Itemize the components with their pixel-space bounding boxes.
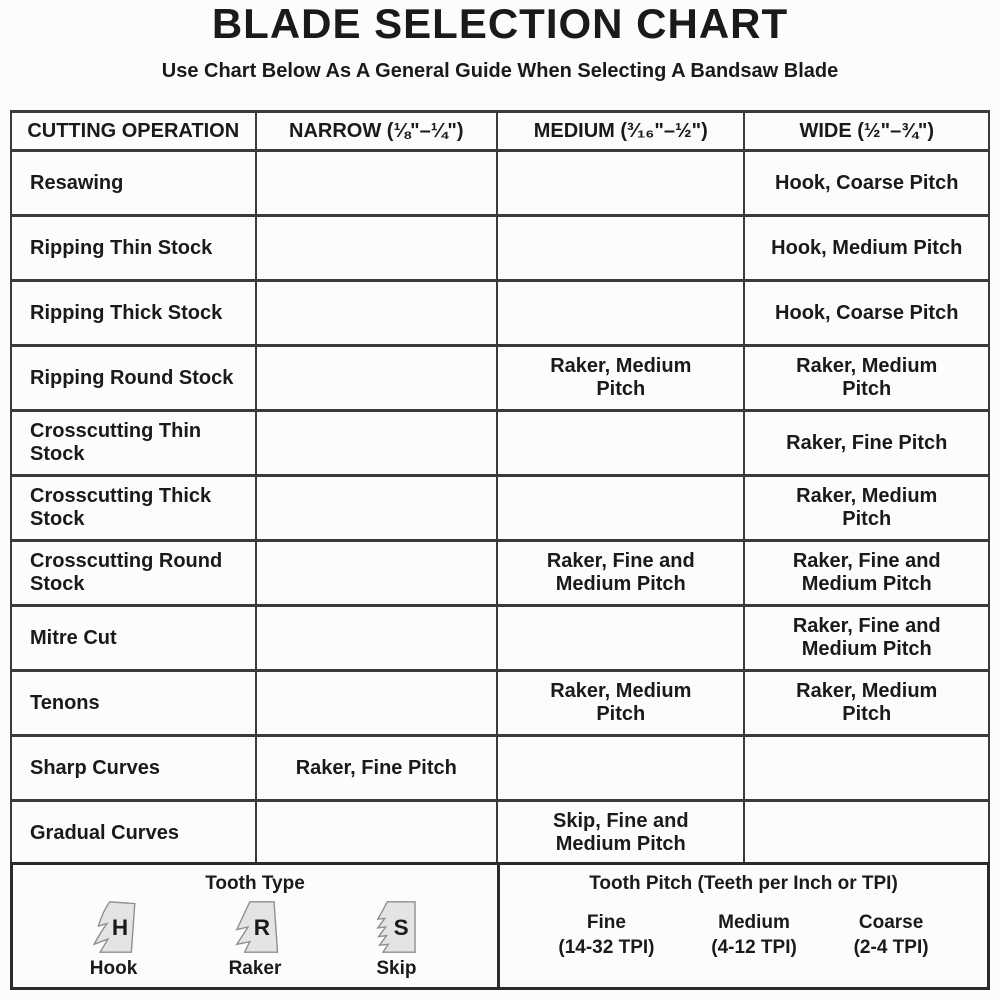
medium-cell	[497, 151, 744, 216]
wide-cell	[744, 736, 989, 801]
pitch-coarse-range: (2-4 TPI)	[853, 936, 929, 958]
skip-tooth-icon	[370, 898, 422, 956]
narrow-cell	[256, 671, 498, 736]
wide-cell: Raker, Medium Pitch	[744, 671, 989, 736]
wide-cell: Raker, Fine and Medium Pitch	[744, 541, 989, 606]
narrow-cell: Raker, Fine Pitch	[256, 736, 498, 801]
tooth-type-title: Tooth Type	[205, 873, 305, 894]
table-row-ripping-thick-stock	[11, 281, 989, 346]
wide-cell: Hook, Coarse Pitch	[744, 151, 989, 216]
medium-cell: Raker, Medium Pitch	[497, 346, 744, 411]
tooth-type-legend	[13, 865, 500, 987]
tooth-type-skip	[370, 898, 422, 980]
tooth-type-raker	[229, 898, 282, 980]
narrow-cell	[256, 346, 498, 411]
pitch-fine-range: (14-32 TPI)	[558, 936, 655, 958]
operation-cell: Ripping Thick Stock	[11, 281, 256, 346]
wide-cell: Raker, Medium Pitch	[744, 476, 989, 541]
table-row-tenons	[11, 671, 989, 736]
wide-cell: Raker, Fine Pitch	[744, 411, 989, 476]
raker-tooth-icon	[229, 898, 281, 956]
tooth-type-hook	[88, 898, 140, 980]
tooth-pitch-items	[500, 895, 987, 987]
table-row-crosscutting-thin-stock	[11, 411, 989, 476]
operation-cell: Crosscutting Thin Stock	[11, 411, 256, 476]
narrow-cell	[256, 801, 498, 866]
operation-cell: Crosscutting Thick Stock	[11, 476, 256, 541]
medium-cell	[497, 411, 744, 476]
tooth-pitch-title: Tooth Pitch (Teeth per Inch or TPI)	[589, 873, 898, 894]
blade-selection-table	[10, 110, 990, 867]
operation-cell: Sharp Curves	[11, 736, 256, 801]
col-header-wide: WIDE (½"–¾")	[744, 112, 989, 151]
table-row-mitre-cut	[11, 606, 989, 671]
tooth-pitch-legend	[500, 865, 987, 987]
wide-cell: Raker, Fine and Medium Pitch	[744, 606, 989, 671]
wide-cell	[744, 801, 989, 866]
operation-cell: Mitre Cut	[11, 606, 256, 671]
wide-cell: Hook, Medium Pitch	[744, 216, 989, 281]
header-row	[11, 112, 989, 151]
wide-cell: Raker, Medium Pitch	[744, 346, 989, 411]
table-row-ripping-round-stock	[11, 346, 989, 411]
table-row-ripping-thin-stock	[11, 216, 989, 281]
narrow-cell	[256, 606, 498, 671]
narrow-cell	[256, 476, 498, 541]
medium-cell	[497, 216, 744, 281]
pitch-medium-name: Medium	[718, 912, 790, 933]
medium-cell: Raker, Fine and Medium Pitch	[497, 541, 744, 606]
medium-cell	[497, 281, 744, 346]
legend-panel	[10, 862, 990, 990]
col-header-medium: MEDIUM (³⁄₁₆"–½")	[497, 112, 744, 151]
narrow-cell	[256, 151, 498, 216]
pitch-fine-name: Fine	[586, 912, 626, 933]
medium-cell	[497, 476, 744, 541]
narrow-cell	[256, 541, 498, 606]
page-title: BLADE SELECTION CHART	[211, 0, 789, 47]
narrow-cell	[256, 216, 498, 281]
col-header-cutting-operation: CUTTING OPERATION	[11, 112, 256, 151]
hook-letter: H	[111, 914, 128, 940]
table-row-resawing	[11, 151, 989, 216]
medium-cell: Skip, Fine and Medium Pitch	[497, 801, 744, 866]
table-row-crosscutting-round-stock	[11, 541, 989, 606]
table-row-sharp-curves	[11, 736, 989, 801]
pitch-fine	[558, 911, 654, 960]
medium-cell	[497, 736, 744, 801]
narrow-cell	[256, 281, 498, 346]
skip-label: Skip	[376, 958, 417, 979]
skip-letter: S	[394, 914, 410, 940]
hook-label: Hook	[89, 958, 138, 979]
operation-cell: Crosscutting Round Stock	[11, 541, 256, 606]
page-subtitle: Use Chart Below As A General Guide When Selecting A Bandsaw Blade	[161, 60, 839, 82]
table-row-crosscutting-thick-stock	[11, 476, 989, 541]
operation-cell: Tenons	[11, 671, 256, 736]
raker-label: Raker	[228, 958, 282, 979]
pitch-medium	[711, 911, 797, 960]
operation-cell: Gradual Curves	[11, 801, 256, 866]
hook-tooth-icon	[88, 898, 140, 956]
medium-cell: Raker, Medium Pitch	[497, 671, 744, 736]
tooth-type-items	[13, 895, 497, 987]
wide-cell: Hook, Coarse Pitch	[744, 281, 989, 346]
table-row-gradual-curves	[11, 801, 989, 866]
medium-cell	[497, 606, 744, 671]
pitch-coarse-name: Coarse	[858, 912, 924, 933]
narrow-cell	[256, 411, 498, 476]
raker-letter: R	[253, 914, 271, 940]
operation-cell: Resawing	[11, 151, 256, 216]
operation-cell: Ripping Thin Stock	[11, 216, 256, 281]
col-header-narrow: NARROW (⅛"–¼")	[256, 112, 498, 151]
pitch-medium-range: (4-12 TPI)	[711, 936, 797, 958]
operation-cell: Ripping Round Stock	[11, 346, 256, 411]
pitch-coarse	[854, 911, 929, 960]
